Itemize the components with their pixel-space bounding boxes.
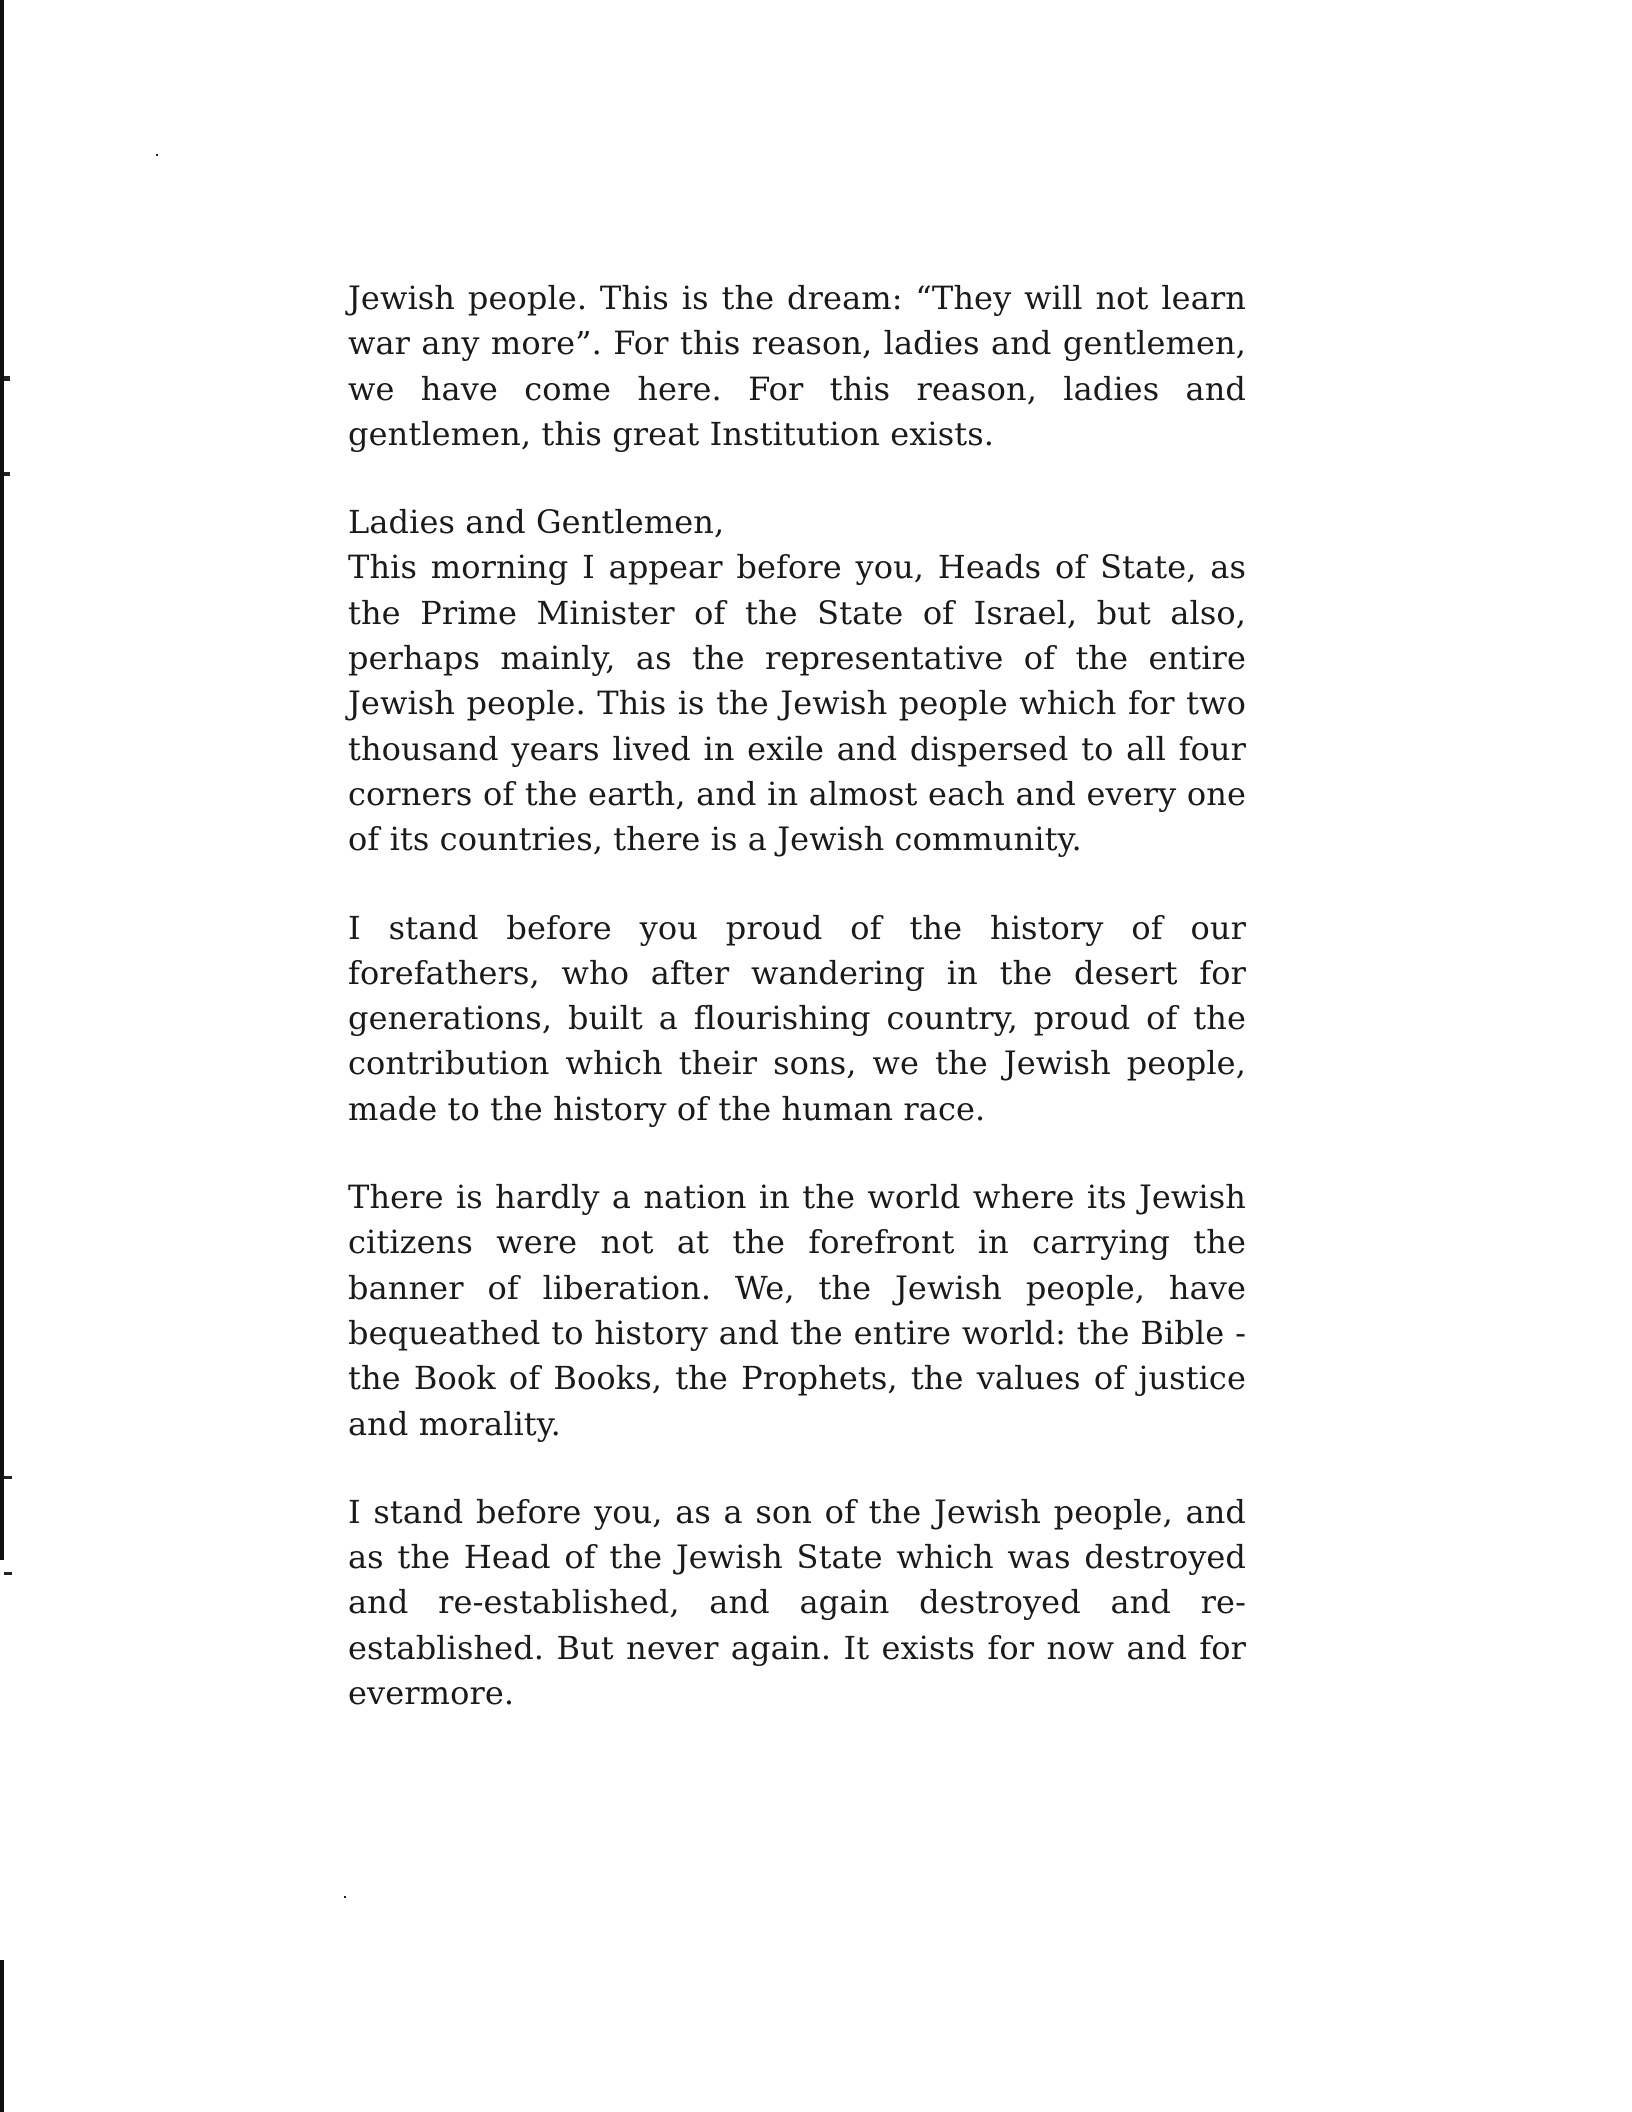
scan-mark <box>4 1476 12 1479</box>
scan-mark <box>4 472 10 476</box>
paragraph-jewish-state: I stand before you, as a son of the Jewish people, and as the Head of the Jewish State which was destroyed and re-established, and again destroyed and re-established. But never again. It exists for now and for evermore. <box>348 1492 1246 1713</box>
scan-left-edge <box>0 0 4 1560</box>
scan-mark <box>4 376 10 381</box>
document-body <box>348 276 1246 1716</box>
scan-dot <box>156 154 158 156</box>
paragraph-liberation: There is hardly a nation in the world where its Jewish citizens were not at the forefront in carrying the banner of liberation. We, the Jewish people, have bequeathed to history and the entire world: the Bible - the Book of Books, the Prophets, the values of justice and morality. <box>348 1178 1246 1443</box>
paragraph-forefathers: I stand before you proud of the history of our forefathers, who after wandering in the desert for generations, built a flourishing country, proud of the contribution which their sons, we the Jewish people, made to the history of the human race. <box>348 908 1246 1128</box>
paragraph-representative: Ladies and Gentlemen, This morning I appear before you, Heads of State, as the Prime Minister of the State of Israel, but also, perhaps mainly, as the representative of the entire Jewish people. This is the Jewish people which for two thousand years lived in exile and dispersed to all four corners of the earth, and in almost each and every one of its countries, there is a Jewish community. <box>348 503 1246 859</box>
paragraph-dream: Jewish people. This is the dream: “They will not learn war any more”. For this reason, ladies and gentlemen, we have come here. For this reason, ladies and gentlemen, this great Institution exists. <box>348 279 1246 453</box>
scan-mark <box>4 1572 12 1575</box>
scan-left-edge-lower <box>0 1960 4 2112</box>
scan-dot <box>344 1896 346 1898</box>
